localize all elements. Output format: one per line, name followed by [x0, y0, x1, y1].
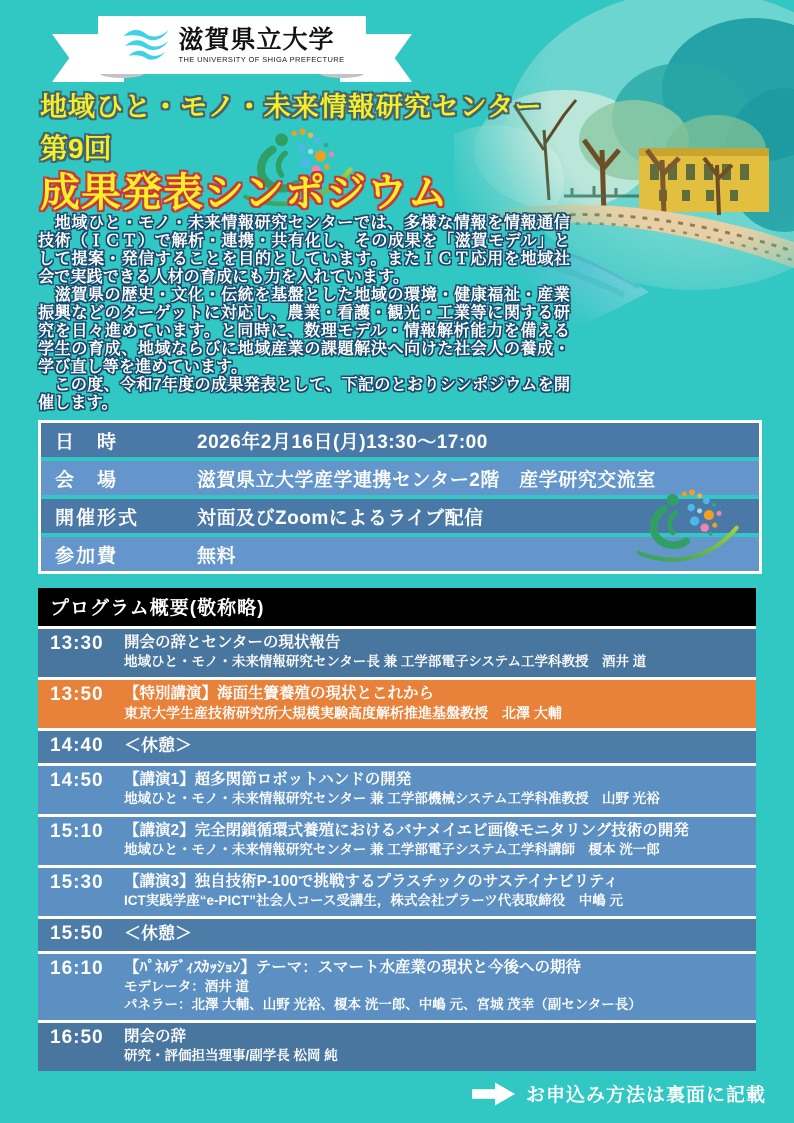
session-title: ＜休憩＞	[124, 736, 192, 755]
intro-text	[38, 214, 570, 412]
info-row-datetime	[41, 423, 759, 457]
title-block	[40, 90, 600, 216]
program-content	[124, 923, 756, 945]
session-title: ＜休憩＞	[124, 924, 192, 943]
intro-paragraph: 滋賀県の歴史・文化・伝統を基盤とした地域の環境・健康福祉・産業振興などのターゲットに対応し、農業・看護・観光・工業等に関する研究を日々進めています。と同時に、数理モデル・情報解析能力を備える学生の育成、地域ならびに地域産業の課題解決へ向けた社会人の養成・学び直し等を進めています。	[38, 286, 570, 376]
program-row-1510	[38, 814, 756, 865]
center-name-title: 地域ひと・モノ・未来情報研究センター	[40, 92, 543, 122]
session-title: 【講演2】完全閉鎖循環式養殖におけるバナメイエビ画像モニタリング技術の開発	[124, 822, 689, 839]
event-info-table	[38, 420, 762, 574]
program-row-1650	[38, 1020, 756, 1071]
info-label: 開催形式	[55, 507, 140, 529]
program-row-1350	[38, 677, 756, 728]
program-time: 15:10	[50, 821, 104, 842]
program-content	[124, 958, 756, 1014]
program-time: 14:40	[50, 735, 104, 756]
info-label: 参加費	[55, 545, 119, 567]
program-header: プログラム概要(敬称略)	[38, 588, 756, 626]
program-time: 16:50	[50, 1027, 104, 1048]
apply-note	[472, 1080, 766, 1107]
program-rows	[38, 626, 756, 1071]
center-figure-dots-logo-icon	[631, 489, 743, 569]
program-row-1610	[38, 951, 756, 1020]
session-speaker: 東京大学生産技術研究所大規模実験高度解析推進基盤教授 北澤 大輔	[124, 705, 562, 721]
program-content	[124, 770, 756, 808]
session-speaker: 地域ひと・モノ・未来情報研究センター 兼 工学部機械システム工学科准教授 山野 光裕	[124, 791, 660, 806]
session-title: 【特別講演】海面生簀養殖の現状とこれから	[124, 685, 435, 702]
intro-paragraph: 地域ひと・モノ・未来情報研究センターでは、多様な情報を情報通信技術（ＩＣＴ）で解析・連携・共有化し、その成果を「滋賀モデル」として提案・発信することを目的としています。またＩＣＴ応用を地域社会で実践できる人材の育成にも力を入れています。	[38, 214, 570, 286]
session-title: 開会の辞とセンターの現状報告	[124, 634, 341, 651]
session-speaker: 研究・評価担当理事/副学長 松岡 純	[124, 1048, 338, 1063]
session-title: 【講演3】独自技術P-100で挑戦するプラスチックのサステイナビリティ	[124, 873, 619, 890]
info-value: 対面及びZoomによるライブ配信	[197, 507, 484, 529]
session-title: 閉会の辞	[124, 1028, 187, 1045]
symposium-title: 成果発表シンポジウム	[40, 171, 449, 215]
university-name-en: THE UNIVERSITY OF SHIGA PREFECTURE	[178, 54, 345, 64]
info-value: 無料	[197, 545, 237, 567]
program-content	[124, 821, 756, 859]
info-value: 2026年2月16日(月)13:30～17:00	[197, 431, 488, 453]
program-content	[124, 633, 756, 671]
university-wave-logo-icon	[120, 26, 172, 64]
program-section	[38, 588, 756, 1071]
program-time: 15:30	[50, 872, 104, 893]
session-speaker: ICT実践学座“e-PICT”社会人コース受講生，株式会社プラーツ代表取締役 中嶋 元	[124, 893, 624, 908]
session-speaker: パネラー：北澤 大輔、山野 光裕、榎本 洸一郎、中嶋 元、宮城 茂幸（副センター長）	[124, 997, 642, 1012]
right-arrow-icon	[472, 1081, 516, 1107]
university-banner	[52, 16, 412, 92]
session-title: 【講演1】超多関節ロボットハンドの開発	[124, 771, 412, 788]
university-logo-panel	[98, 16, 366, 74]
program-row-1530	[38, 865, 756, 916]
edition-title: 第9回	[40, 133, 112, 164]
program-content	[124, 735, 756, 757]
program-row-1330	[38, 626, 756, 677]
info-label: 日 時	[55, 431, 119, 453]
program-row-1450	[38, 763, 756, 814]
program-content	[124, 872, 756, 910]
program-row-1440	[38, 728, 756, 763]
program-time: 15:50	[50, 923, 104, 944]
university-name-block	[179, 27, 345, 64]
program-content	[124, 684, 756, 722]
program-content	[124, 1027, 756, 1065]
program-time: 13:50	[50, 684, 104, 705]
info-label: 会 場	[55, 469, 119, 491]
program-time: 14:50	[50, 770, 104, 791]
session-speaker: 地域ひと・モノ・未来情報研究センター 兼 工学部電子システム工学科講師 榎本 洸一郎	[124, 842, 660, 857]
university-name: 滋賀県立大学	[178, 25, 335, 54]
session-speaker: 地域ひと・モノ・未来情報研究センター長 兼 工学部電子システム工学科教授 酒井 道	[124, 654, 647, 669]
info-value: 滋賀県立大学産学連携センター2階 産学研究交流室	[197, 469, 656, 491]
program-time: 13:30	[50, 633, 104, 654]
program-time: 16:10	[50, 958, 104, 979]
session-title: 【ﾊﾟﾈﾙﾃﾞｨｽｶｯｼｮﾝ】テーマ：スマート水産業の現状と今後への期待	[124, 959, 581, 976]
apply-note-text: お申込み方法は裏面に記載	[525, 1085, 766, 1106]
intro-paragraph: この度、令和7年度の成果発表として、下記のとおりシンポジウムを開催します。	[38, 376, 570, 412]
program-row-1550	[38, 916, 756, 951]
session-speaker: モデレータ：酒井 道	[124, 979, 249, 994]
